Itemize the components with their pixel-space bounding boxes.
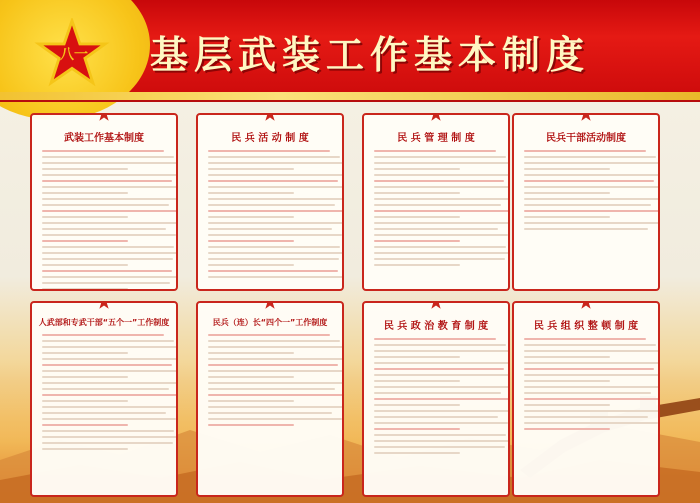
text-line — [208, 264, 294, 266]
text-line — [42, 150, 164, 152]
text-line — [374, 228, 498, 230]
text-line — [208, 346, 344, 348]
text-line — [374, 446, 505, 448]
text-line — [524, 368, 654, 370]
text-line — [42, 228, 166, 230]
text-line — [42, 210, 178, 212]
text-line — [42, 424, 128, 426]
text-line — [42, 382, 178, 384]
panel-body — [364, 338, 508, 454]
text-line — [524, 216, 610, 218]
text-line — [42, 358, 178, 360]
text-line — [42, 364, 172, 366]
text-line — [374, 356, 460, 358]
text-line — [524, 404, 610, 406]
text-line — [208, 156, 340, 158]
panel-five-ones-system — [30, 301, 178, 497]
text-line — [42, 288, 128, 290]
text-line — [374, 186, 510, 188]
text-line — [374, 362, 510, 364]
text-line — [524, 386, 660, 388]
text-line — [524, 168, 610, 170]
text-line — [42, 406, 177, 408]
text-line — [42, 222, 177, 224]
text-line — [42, 264, 128, 266]
text-line — [42, 442, 173, 444]
text-line — [42, 246, 174, 248]
header-banner — [0, 0, 700, 92]
text-line — [42, 388, 169, 390]
text-line — [524, 392, 651, 394]
star-icon — [262, 301, 278, 310]
text-line — [208, 394, 344, 396]
text-line — [42, 252, 178, 254]
text-line — [208, 228, 332, 230]
text-line — [42, 162, 178, 164]
text-line — [42, 282, 170, 284]
panel-four-ones-system — [196, 301, 344, 497]
text-line — [42, 234, 176, 236]
text-line — [208, 252, 344, 254]
text-line — [208, 364, 338, 366]
panel-militia-activity-system — [196, 113, 344, 291]
text-line — [374, 150, 496, 152]
text-line — [524, 192, 610, 194]
panel-title: 人武部和专武干部“五个一”工作制度 — [38, 318, 170, 327]
text-line — [42, 400, 128, 402]
panel-title: 民 兵 政 治 教 育 制 度 — [383, 321, 489, 332]
panel-body — [514, 338, 658, 430]
text-line — [208, 216, 294, 218]
panel-political-education-system — [362, 301, 510, 497]
text-line — [374, 168, 460, 170]
panel-title: 民兵（连）长“四个一”工作制度 — [212, 318, 328, 327]
text-line — [42, 340, 174, 342]
panel-body — [198, 150, 342, 278]
star-icon — [428, 113, 444, 122]
text-line — [374, 344, 506, 346]
text-line — [524, 162, 660, 164]
text-line — [208, 340, 340, 342]
text-line — [208, 270, 338, 272]
emblem-text: 八一 — [60, 47, 88, 63]
star-icon — [262, 113, 278, 122]
text-line — [524, 422, 658, 424]
text-line — [208, 276, 344, 278]
text-line — [374, 338, 496, 340]
text-line — [208, 162, 344, 164]
text-line — [374, 258, 505, 260]
text-line — [524, 350, 660, 352]
header-red-border — [0, 100, 700, 102]
text-line — [374, 452, 460, 454]
panel-body — [364, 150, 508, 266]
text-line — [374, 434, 506, 436]
text-line — [208, 186, 344, 188]
panel-title: 民 兵 活 动 制 度 — [231, 133, 309, 144]
text-line — [374, 404, 460, 406]
text-line — [374, 162, 510, 164]
text-line — [374, 192, 460, 194]
text-line — [42, 352, 128, 354]
text-line — [42, 276, 178, 278]
text-line — [208, 198, 344, 200]
header-gold-border — [0, 92, 700, 100]
text-line — [42, 156, 174, 158]
panel-title: 民 兵 管 理 制 度 — [397, 133, 475, 144]
text-line — [524, 380, 610, 382]
panel-organization-rectification-system — [512, 301, 660, 497]
text-line — [42, 334, 164, 336]
panel-title: 武装工作基本制度 — [64, 133, 144, 144]
text-line — [374, 422, 508, 424]
text-line — [374, 222, 509, 224]
text-line — [42, 394, 178, 396]
text-line — [208, 388, 335, 390]
text-line — [524, 356, 610, 358]
text-line — [374, 240, 460, 242]
text-line — [524, 228, 648, 230]
text-line — [208, 418, 342, 420]
text-line — [524, 198, 660, 200]
text-line — [208, 406, 343, 408]
text-line — [42, 198, 178, 200]
text-line — [374, 246, 506, 248]
star-icon — [96, 301, 112, 310]
text-line — [42, 204, 169, 206]
text-line — [374, 264, 460, 266]
text-line — [524, 416, 648, 418]
star-icon — [578, 113, 594, 122]
text-line — [374, 392, 501, 394]
text-line — [524, 204, 651, 206]
panel-title: 民 兵 组 织 整 顿 制 度 — [533, 321, 639, 332]
text-line — [42, 258, 173, 260]
text-line — [374, 216, 460, 218]
text-line — [42, 216, 128, 218]
text-line — [42, 270, 172, 272]
text-line — [524, 374, 660, 376]
text-line — [524, 186, 660, 188]
text-line — [42, 180, 172, 182]
text-line — [374, 416, 498, 418]
panel-title: 民兵干部活动制度 — [546, 133, 626, 144]
text-line — [208, 258, 339, 260]
text-line — [42, 346, 178, 348]
text-line — [524, 150, 646, 152]
text-line — [42, 412, 166, 414]
text-line — [208, 210, 344, 212]
text-line — [374, 252, 510, 254]
text-line — [42, 418, 176, 420]
text-line — [208, 376, 294, 378]
text-line — [42, 436, 178, 438]
text-line — [374, 174, 510, 176]
text-line — [208, 222, 343, 224]
text-line — [374, 380, 460, 382]
text-line — [374, 428, 460, 430]
text-line — [42, 448, 128, 450]
text-line — [208, 234, 342, 236]
text-line — [524, 362, 660, 364]
text-line — [374, 156, 506, 158]
text-line — [208, 370, 344, 372]
text-line — [374, 198, 510, 200]
text-line — [524, 338, 646, 340]
page-title: 基层武装工作基本制度 — [150, 32, 591, 77]
text-line — [524, 398, 660, 400]
text-line — [374, 386, 510, 388]
text-line — [374, 210, 510, 212]
text-line — [524, 222, 659, 224]
text-line — [208, 400, 294, 402]
text-line — [208, 192, 294, 194]
text-line — [374, 350, 510, 352]
text-line — [524, 156, 656, 158]
text-line — [524, 210, 660, 212]
text-line — [42, 376, 128, 378]
text-line — [208, 246, 340, 248]
text-line — [524, 410, 659, 412]
panel-body — [32, 334, 176, 450]
star-icon — [428, 301, 444, 310]
text-line — [208, 352, 294, 354]
text-line — [208, 382, 344, 384]
panel-militia-management-system — [362, 113, 510, 291]
star-icon — [578, 301, 594, 310]
text-line — [208, 424, 294, 426]
text-line — [208, 174, 344, 176]
text-line — [42, 186, 178, 188]
text-line — [374, 440, 510, 442]
text-line — [374, 374, 510, 376]
text-line — [208, 180, 338, 182]
text-line — [524, 428, 610, 430]
panel-body — [32, 150, 176, 291]
text-line — [42, 192, 128, 194]
text-line — [42, 168, 128, 170]
panel-militia-cadre-activity-system — [512, 113, 660, 291]
text-line — [524, 180, 654, 182]
panel-body — [514, 150, 658, 230]
text-line — [374, 180, 504, 182]
text-line — [208, 150, 330, 152]
text-line — [208, 334, 330, 336]
text-line — [42, 370, 178, 372]
text-line — [208, 358, 344, 360]
text-line — [42, 430, 174, 432]
star-icon — [96, 113, 112, 122]
panel-body — [198, 334, 342, 426]
text-line — [524, 174, 660, 176]
text-line — [524, 344, 656, 346]
text-line — [42, 240, 128, 242]
text-line — [374, 204, 501, 206]
text-line — [374, 398, 510, 400]
panel-armed-work-system — [30, 113, 178, 291]
text-line — [208, 412, 332, 414]
text-line — [374, 368, 504, 370]
text-line — [374, 234, 508, 236]
text-line — [208, 204, 335, 206]
text-line — [208, 240, 294, 242]
text-line — [374, 410, 509, 412]
text-line — [42, 174, 178, 176]
text-line — [208, 168, 294, 170]
